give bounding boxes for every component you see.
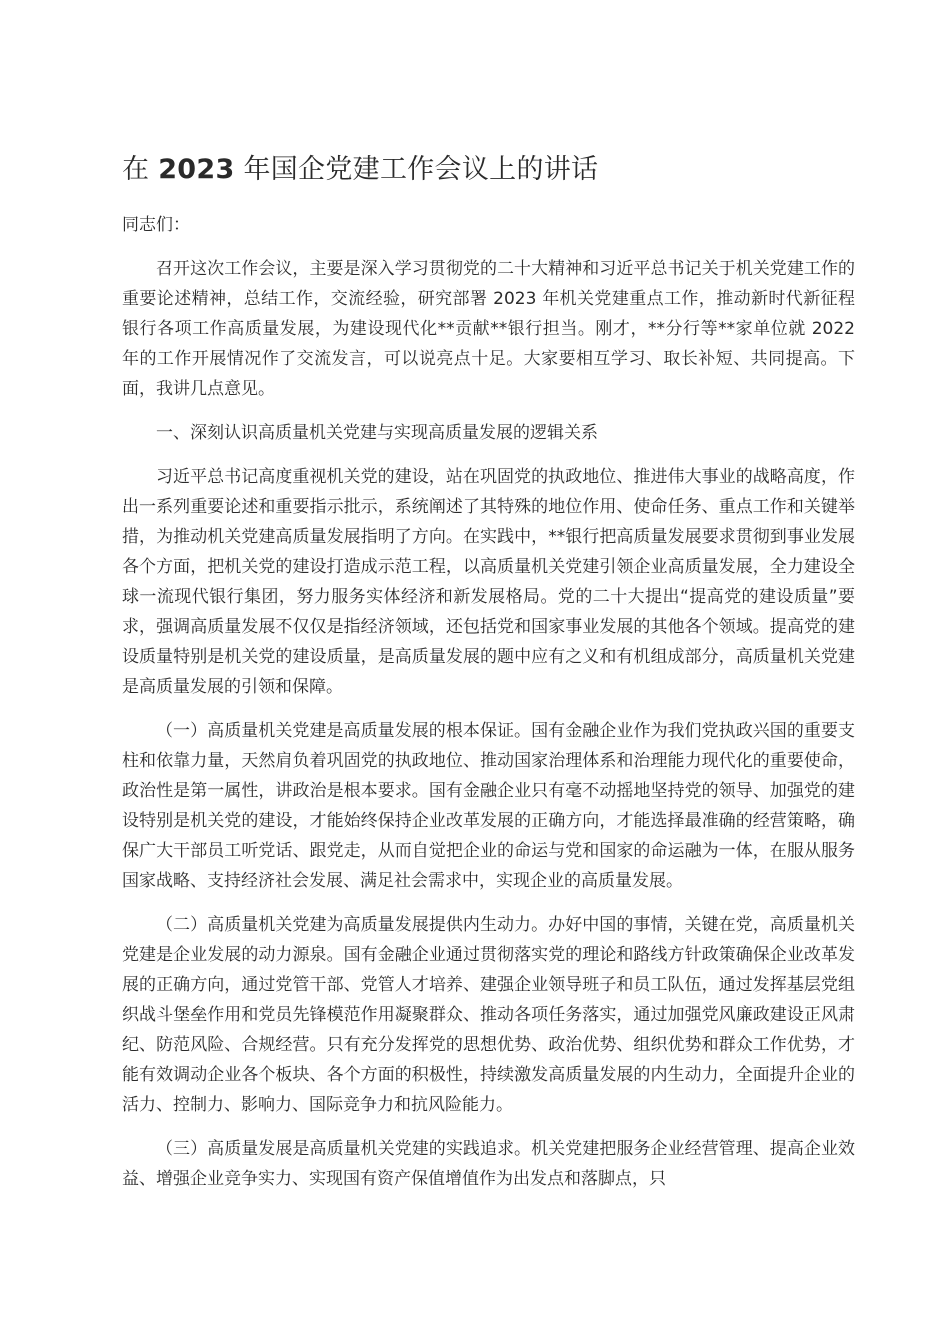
document-title: [122, 150, 855, 190]
paragraph-subsection-2: （二）高质量机关党建为高质量发展提供内生动力。办好中国的事情，关键在党，高质量机关党建是企业发展的动力源泉。国有金融企业通过贯彻落实党的理论和路线方针政策确保企业改革发展的正确方向，通过党管干部、党管人才培养、建强企业领导班子和员工队伍，通过发挥基层党组织战斗堡垒作用和党员先锋模范作用凝聚群众、推动各项任务落实，通过加强党风廉政建设正风肃纪、防范风险、合规经营。只有充分发挥党的思想优势、政治优势、组织优势和群众工作优势，才能有效调动企业各个板块、各个方面的积极性，持续激发高质量发展的内生动力，全面提升企业的活力、控制力、影响力、国际竞争力和抗风险能力。: [122, 915, 855, 1115]
paragraph-opening: 召开这次工作会议，主要是深入学习贯彻党的二十大精神和习近平总书记关于机关党建工作的重要论述精神，总结工作，交流经验，研究部署 2023 年机关党建重点工作，推动新时代新征程银行各项工作高质量发展，为建设现代化**贡献**银行担当。刚才，**分行等**家单位就 2022 年的工作开展情况作了交流发言，可以说亮点十足。大家要相互学习、取长补短、共同提高。下面，我讲几点意见。: [122, 259, 855, 399]
title-year: 2023: [158, 154, 235, 185]
section-heading-1: 一、深刻认识高质量机关党建与实现高质量发展的逻辑关系: [156, 423, 598, 443]
salutation: 同志们：: [122, 215, 190, 235]
paragraph-subsection-3: （三）高质量发展是高质量机关党建的实践追求。机关党建把服务企业经营管理、提高企业效益、增强企业竞争实力、实现国有资产保值增值作为出发点和落脚点，只: [122, 1139, 855, 1189]
paragraph-section-1-intro: 习近平总书记高度重视机关党的建设，站在巩固党的执政地位、推进伟大事业的战略高度，作出一系列重要论述和重要指示批示，系统阐述了其特殊的地位作用、使命任务、重点工作和关键举措，为推动机关党建高质量发展指明了方向。在实践中，**银行把高质量发展要求贯彻到事业发展各个方面，把机关党的建设打造成示范工程，以高质量机关党建引领企业高质量发展，全力建设全球一流现代银行集团，努力服务实体经济和新发展格局。党的二十大提出“提高党的建设质量”要求，强调高质量发展不仅仅是指经济领域，还包括党和国家事业发展的其他各个领域。提高党的建设质量特别是机关党的建设质量，是高质量发展的题中应有之义和有机组成部分，高质量机关党建是高质量发展的引领和保障。: [122, 467, 855, 697]
title-suffix: 年国企党建工作会议上的讲话: [243, 154, 599, 185]
paragraph-subsection-1: （一）高质量机关党建是高质量发展的根本保证。国有金融企业作为我们党执政兴国的重要支柱和依靠力量，天然肩负着巩固党的执政地位、推动国家治理体系和治理能力现代化的重要使命，政治性是第一属性，讲政治是根本要求。国有金融企业只有毫不动摇地坚持党的领导、加强党的建设特别是机关党的建设，才能始终保持企业改革发展的正确方向，才能选择最准确的经营策略，确保广大干部员工听党话、跟党走，从而自觉把企业的命运与党和国家的命运融为一体，在服从服务国家战略、支持经济社会发展、满足社会需求中，实现企业的高质量发展。: [122, 721, 855, 891]
title-prefix: 在: [122, 154, 150, 185]
